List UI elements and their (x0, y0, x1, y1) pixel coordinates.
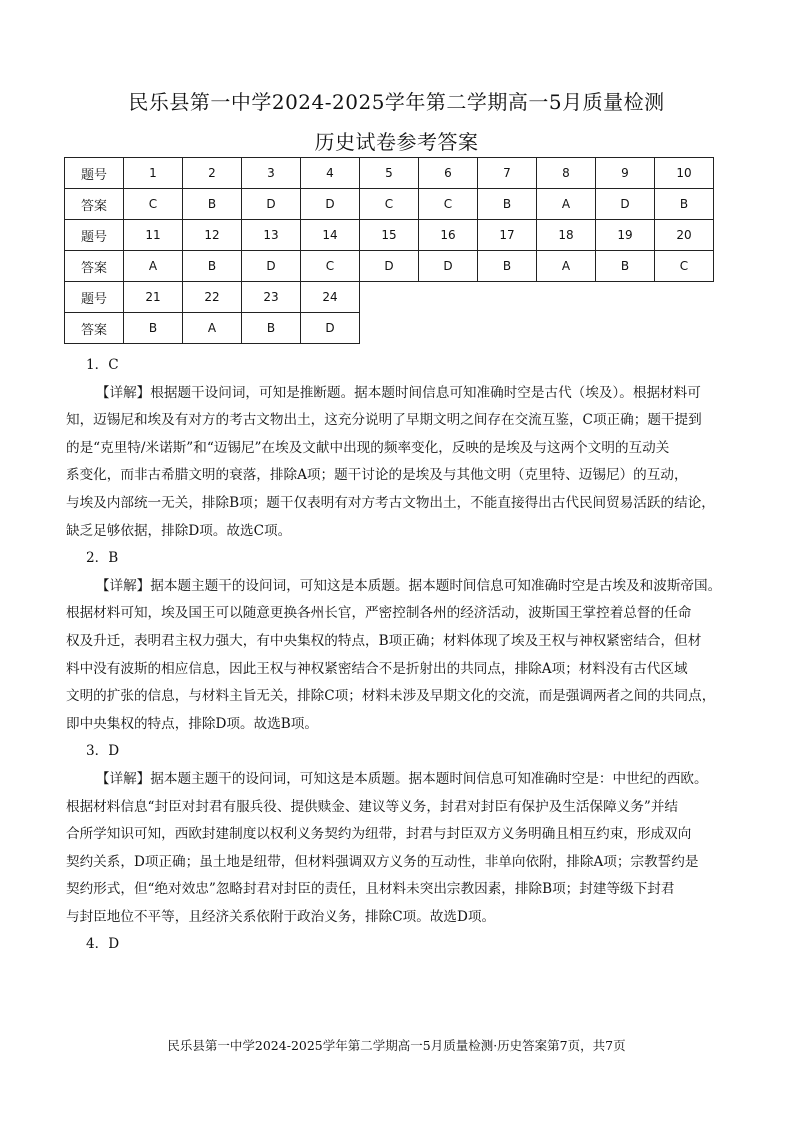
explanation-line: 契约形式，但“绝对效忠”忽略封君对封臣的责任，且材料未突出宗教因素，排除B项；封建等级下封君 (66, 881, 675, 898)
question-heading: 2．B (86, 550, 119, 567)
answer-row (65, 189, 714, 220)
question-number-cell: 3 (242, 158, 301, 189)
explanation-line: 合所学知识可知，西欧封建制度以权利义务契约为纽带，封君与封臣双方义务明确且相互约束，形成双向 (66, 826, 692, 843)
answer-cell: C (655, 251, 714, 282)
question-number-cell: 20 (655, 220, 714, 251)
answer-cell: D (242, 251, 301, 282)
answer-row (65, 251, 714, 282)
page-footer: 民乐县第一中学2024-2025学年第二学期高一5月质量检测·历史答案第7页，共7页 (167, 1038, 626, 1053)
question-number-cell: 16 (419, 220, 478, 251)
question-number-cell: 8 (537, 158, 596, 189)
explanation-line: 缺乏足够依据，排除D项。故选C项。 (66, 522, 292, 539)
question-number-cell: 13 (242, 220, 301, 251)
question-number-cell: 18 (537, 220, 596, 251)
answer-cell: D (360, 251, 419, 282)
question-number-cell: 21 (124, 282, 183, 313)
question-number-cell: 12 (183, 220, 242, 251)
explanation-line: 与埃及内部统一无关，排除B项；题干仅表明有对方考古文物出土，不能直接得出古代民间贸易活跃的结论， (66, 494, 715, 511)
answer-cell: C (301, 251, 360, 282)
explanation-line: 根据材料可知，埃及国王可以随意更换各州长官，严密控制各州的经济活动，波斯国王掌控着总督的任命 (66, 605, 692, 622)
question-number-cell: 10 (655, 158, 714, 189)
answer-cell: A (537, 251, 596, 282)
explanation-line: 文明的扩张的信息，与材料主旨无关，排除C项；材料未涉及早期文化的交流，而是强调两者之间的共同点， (66, 688, 716, 705)
row-label-answer: 答案 (65, 251, 124, 282)
answer-cell: C (419, 189, 478, 220)
question-heading: 1．C (86, 357, 119, 373)
explanation-line: 【详解】根据题干设问词，可知是推断题。据本题时间信息可知准确时空是古代（埃及）。根据材料可 (95, 384, 701, 401)
answer-cell: A (537, 189, 596, 220)
question-number-row (65, 282, 714, 313)
explanation-line: 【详解】据本题主题干的设问词，可知这是本质题。据本题时间信息可知准确时空是：中世纪的西欧。 (95, 770, 708, 787)
answer-cell: B (183, 251, 242, 282)
question-number-cell: 2 (183, 158, 242, 189)
answer-cell: D (301, 189, 360, 220)
answer-cell: A (124, 251, 183, 282)
explanations (66, 352, 726, 959)
page-subtitle: 历史试卷参考答案 (314, 130, 479, 154)
explanation-line: 【详解】据本题主题干的设问词，可知这是本质题。据本题时间信息可知准确时空是古埃及和波斯帝国。 (95, 577, 722, 594)
answer-cell: A (183, 313, 242, 344)
question-number-cell: 19 (596, 220, 655, 251)
page-title: 民乐县第一中学2024-2025学年第二学期高一5月质量检测 (128, 90, 665, 114)
question-number-cell: 22 (183, 282, 242, 313)
question-number-cell: 24 (301, 282, 360, 313)
explanation-line: 系变化，而非古希腊文明的衰落，排除A项；题干讨论的是埃及与其他文明（克里特、迈锡尼）的互动， (66, 467, 688, 484)
answer-cell: D (596, 189, 655, 220)
question-number-row (65, 158, 714, 189)
question-number-cell: 6 (419, 158, 478, 189)
answer-cell: D (242, 189, 301, 220)
row-label-answer: 答案 (65, 313, 124, 344)
explanation-line: 权及升迁，表明君主权力强大，有中央集权的特点，B项正确；材料体现了埃及王权与神权紧密结合，但材 (66, 632, 702, 649)
row-label-answer: 答案 (65, 189, 124, 220)
answer-table (64, 157, 714, 344)
question-number-cell: 11 (124, 220, 183, 251)
answer-cell: D (419, 251, 478, 282)
question-number-cell: 4 (301, 158, 360, 189)
question-number-cell: 17 (478, 220, 537, 251)
answer-cell: B (655, 189, 714, 220)
explanation-line: 契约关系，D项正确；虽土地是纽带，但材料强调双方义务的互动性，非单向依附，排除A项；宗教誓约是 (66, 853, 699, 870)
explanation-paragraph (66, 766, 726, 932)
question-heading: 4．D (86, 936, 120, 953)
question-number-cell: 14 (301, 220, 360, 251)
answer-cell: B (478, 251, 537, 282)
answer-row (65, 313, 714, 344)
question-number-row (65, 220, 714, 251)
row-label-question: 题号 (65, 282, 124, 313)
question-number-cell: 1 (124, 158, 183, 189)
answer-cell: B (478, 189, 537, 220)
row-label-question: 题号 (65, 158, 124, 189)
explanation-line: 与封臣地位不平等，且经济关系依附于政治义务，排除C项。故选D项。 (66, 908, 496, 925)
question-number-cell: 9 (596, 158, 655, 189)
answer-cell: B (124, 313, 183, 344)
answer-cell: B (183, 189, 242, 220)
question-heading: 3．D (86, 743, 120, 760)
question-number-cell: 15 (360, 220, 419, 251)
answer-cell: D (301, 313, 360, 344)
question-number-cell: 23 (242, 282, 301, 313)
answer-cell: B (596, 251, 655, 282)
answer-cell: C (360, 189, 419, 220)
explanation-line: 即中央集权的特点，排除D项。故选B项。 (66, 715, 318, 732)
explanation-line: 知，迈锡尼和埃及有对方的考古文物出土，这充分说明了早期文明之间存在交流互鉴，C项正确；题干提到 (66, 412, 702, 429)
explanation-paragraph (66, 380, 726, 546)
question-number-cell: 5 (360, 158, 419, 189)
explanation-paragraph (66, 573, 726, 739)
row-label-question: 题号 (65, 220, 124, 251)
explanation-line: 的是“克里特/米诺斯”和“迈锡尼”在埃及文献中出现的频率变化，反映的是埃及与这两个文明的互动关 (66, 439, 670, 456)
answer-cell: B (242, 313, 301, 344)
question-number-cell: 7 (478, 158, 537, 189)
answer-cell: C (124, 189, 183, 220)
explanation-line: 根据材料信息“封臣对封君有服兵役、提供赎金、建议等义务，封君对封臣有保护及生活保障义务”并结 (66, 798, 679, 815)
explanation-line: 料中没有波斯的相应信息，因此王权与神权紧密结合不是折射出的共同点，排除A项；材料没有古代区域 (66, 660, 688, 677)
